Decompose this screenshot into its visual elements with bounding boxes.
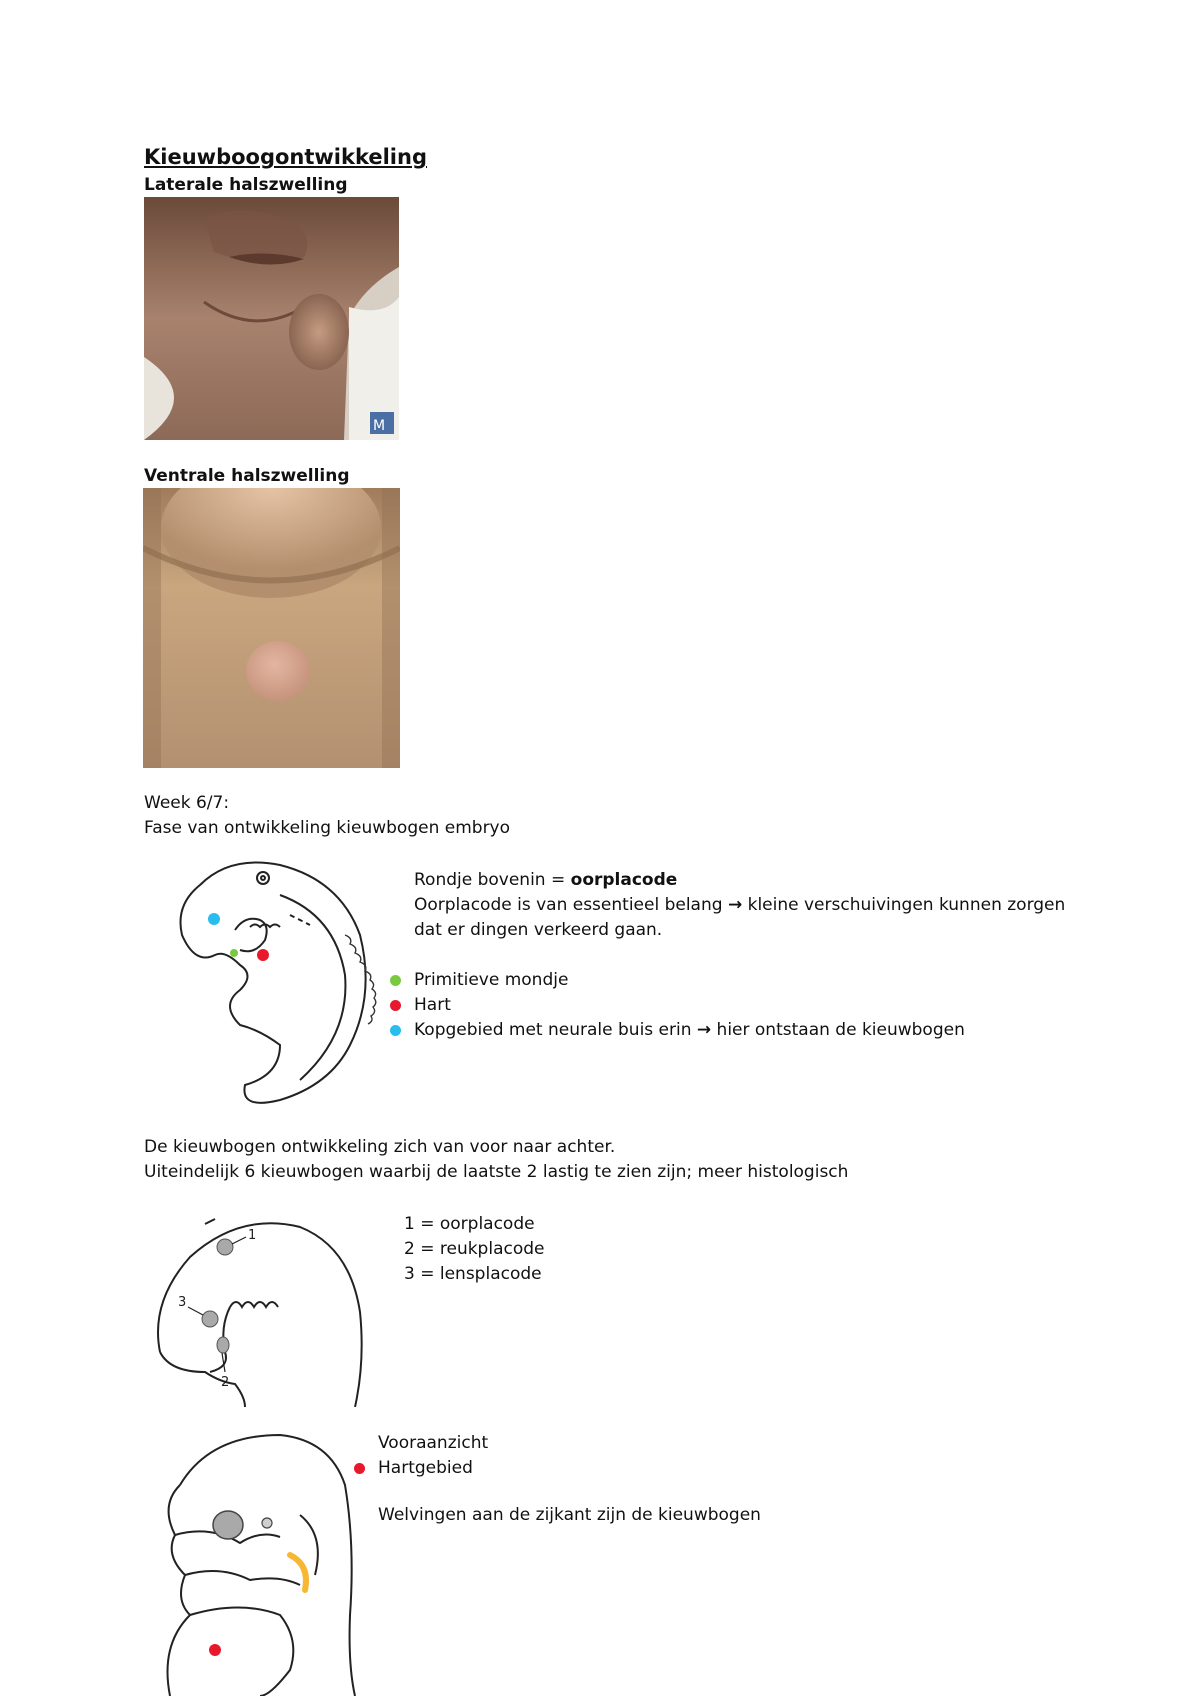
placode-item-1: 1 = oorplacode — [404, 1214, 535, 1234]
paragraph-line-2: Uiteindelijk 6 kieuwbogen waarbij de laatste 2 lastig te zien zijn; meer histologisch — [144, 1162, 849, 1182]
placode-item-3: 3 = lensplacode — [404, 1264, 542, 1284]
lens-placode — [202, 1311, 218, 1327]
svg-text:M: M — [373, 418, 386, 434]
lateral-neck-swelling-photo — [144, 197, 399, 440]
otic-placode-importance — [414, 893, 1114, 918]
week-description: Fase van ontwikkeling kieuwbogen embryo — [144, 818, 511, 838]
legend-item-heart — [414, 993, 1114, 1018]
legend-label-heart: Hart — [414, 995, 451, 1015]
legend-item-mouth — [414, 968, 1114, 993]
arrow-right-icon: → — [727, 895, 743, 915]
section-heading-lateral: Laterale halszwelling — [144, 175, 348, 195]
otic-placode-importance-cont: dat er dingen verkeerd gaan. — [414, 920, 663, 940]
front-view-label: Vooraanzicht — [378, 1433, 489, 1453]
heart-dot — [257, 949, 269, 961]
page-title: Kieuwboogontwikkeling — [144, 145, 427, 169]
mouth-dot — [230, 949, 238, 957]
placode-item-2: 2 = reukplacode — [404, 1239, 545, 1259]
legend-label-heart-region: Hartgebied — [378, 1458, 473, 1478]
heart-region-dot — [209, 1644, 221, 1656]
week-label: Week 6/7: — [144, 793, 230, 813]
label-2: 2 — [221, 1375, 230, 1390]
embryo-side-view-diagram — [170, 855, 400, 1120]
legend-item-head — [414, 1018, 1114, 1043]
importance-text-a: Oorplacode is van essentieel belang — [414, 895, 728, 915]
legend-label-mouth: Primitieve mondje — [414, 970, 569, 990]
legend-item-heart-region — [378, 1456, 761, 1481]
legend-label-head-a: Kopgebied met neurale buis erin — [414, 1020, 697, 1040]
importance-text-b: kleine verschuivingen kunnen zorgen — [742, 895, 1066, 915]
otic-placode — [217, 1239, 233, 1255]
definition-prefix: Rondje bovenin = — [414, 870, 571, 890]
embryo-placodes-diagram — [150, 1212, 380, 1407]
head-region-dot — [208, 913, 220, 925]
ventral-neck-swelling-photo — [143, 488, 400, 768]
label-3: 3 — [178, 1295, 187, 1310]
legend-label-head-b: hier ontstaan de kieuwbogen — [711, 1020, 965, 1040]
section-heading-ventral: Ventrale halszwelling — [144, 466, 350, 486]
olfactory-placode — [217, 1337, 229, 1353]
arrow-right-icon: → — [696, 1020, 712, 1040]
green-dot-icon — [390, 975, 401, 986]
blue-dot-icon — [390, 1025, 401, 1036]
embryo-front-view-diagram — [150, 1425, 360, 1696]
red-dot-icon — [390, 1000, 401, 1011]
paragraph-line-1: De kieuwbogen ontwikkeling zich van voor naar achter. — [144, 1137, 616, 1157]
otic-placode-definition — [414, 868, 1114, 893]
red-dot-icon — [354, 1463, 365, 1474]
label-1: 1 — [248, 1228, 257, 1243]
branchial-arches-note: Welvingen aan de zijkant zijn de kieuwbogen — [378, 1505, 761, 1525]
definition-term: oorplacode — [570, 870, 678, 890]
